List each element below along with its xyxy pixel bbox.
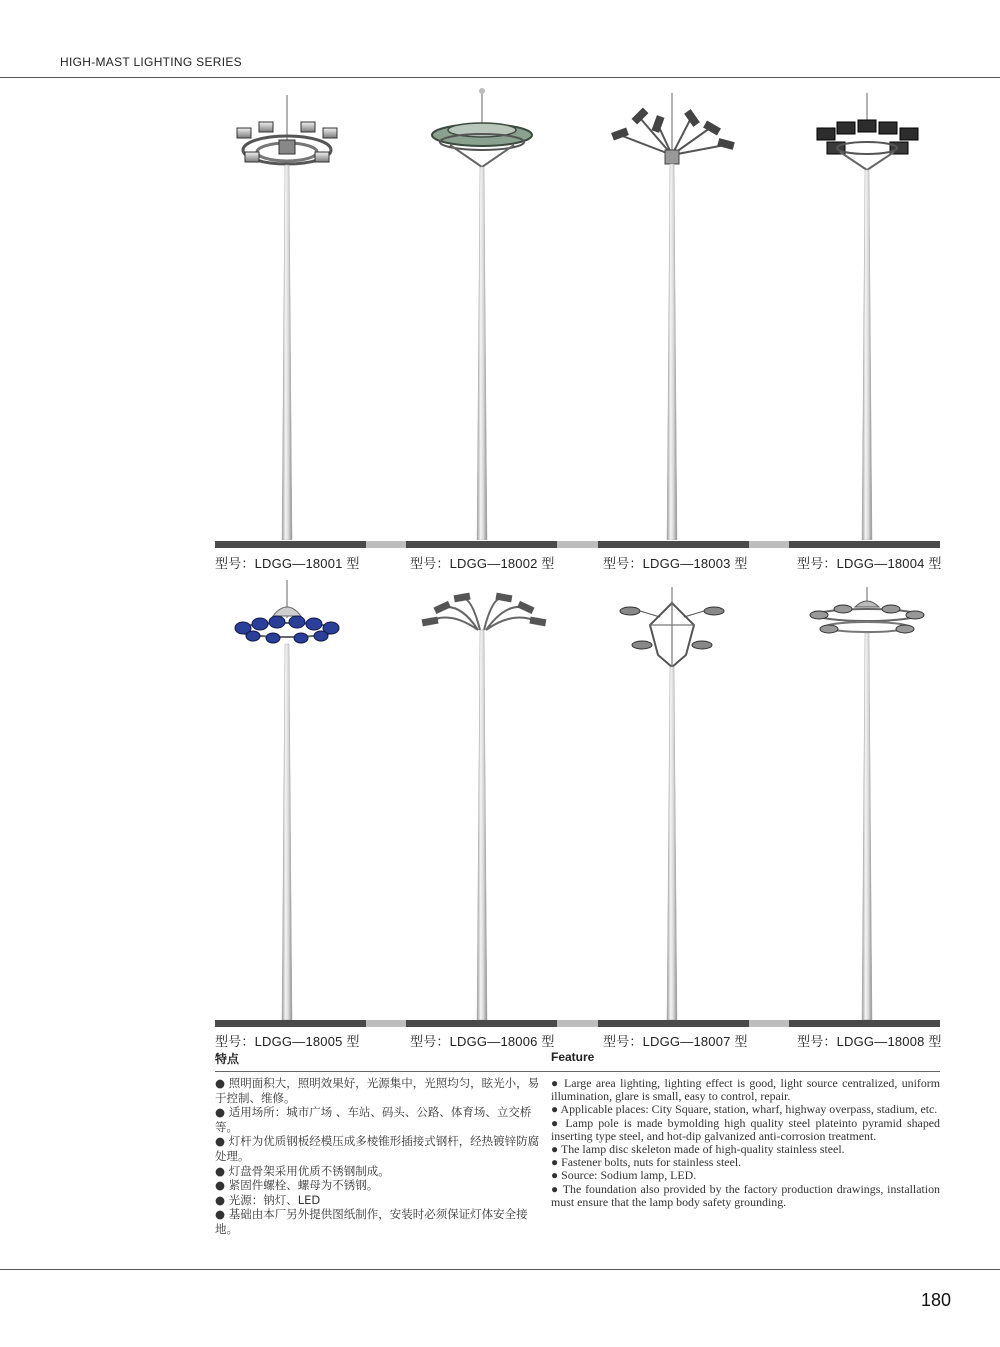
feature-item-en: ● Lamp pole is made bymolding high quality steel plateinto pyramid shaped inserting type steel, and hot-dip galvanized anti-corrosion treatment. bbox=[551, 1115, 940, 1143]
feature-list-cn bbox=[215, 1076, 540, 1237]
header-rule bbox=[0, 77, 1000, 78]
pole-image-18005 bbox=[215, 578, 360, 1020]
feature-heading-en: Feature bbox=[551, 1050, 595, 1064]
model-label-18001: 型号：LDGG—18001 型 bbox=[215, 556, 360, 571]
divider-bar-row-1 bbox=[215, 541, 940, 548]
feature-item-cn: ● 照明面积大，照明效果好，光源集中，光照均匀，眩光小，易于控制、维修。 bbox=[215, 1076, 540, 1105]
feature-rule bbox=[215, 1071, 940, 1072]
divider-bar-row-2 bbox=[215, 1020, 940, 1027]
pole-image-18008 bbox=[795, 585, 940, 1020]
cluster-crown-icon bbox=[817, 93, 918, 170]
pole-image-18007 bbox=[600, 585, 745, 1020]
feature-list-en bbox=[551, 1077, 940, 1209]
model-label-18002: 型号：LDGG—18002 型 bbox=[410, 556, 555, 571]
pole-image-18001 bbox=[215, 90, 360, 540]
cage-crown-icon bbox=[620, 587, 724, 667]
feature-item-cn: ● 紧固件螺栓、螺母为不锈钢。 bbox=[215, 1178, 379, 1193]
spray-crown-icon bbox=[422, 593, 547, 630]
blue-lamp-crown-icon bbox=[235, 580, 339, 643]
ring-crown-icon bbox=[237, 95, 337, 164]
feature-item-en: ● The lamp disc skeleton made of high-quality stainless steel. bbox=[551, 1142, 845, 1157]
pole-image-18003 bbox=[600, 90, 745, 540]
feature-item-cn: ● 基础由本厂另外提供图纸制作，安装时必须保证灯体安全接地。 bbox=[215, 1207, 528, 1236]
feature-item-en: ● Source: Sodium lamp, LED. bbox=[551, 1168, 697, 1183]
feature-item-cn: ● 适用场所：城市广场 、车站、码头、公路、体育场、立交桥等。 bbox=[215, 1105, 532, 1134]
model-label-18005: 型号：LDGG—18005 型 bbox=[215, 1034, 360, 1049]
feature-item-en: ● The foundation also provided by the factory production drawings, installation must ensure that the lamp body safety grounding. bbox=[551, 1181, 940, 1209]
pole-image-18004 bbox=[795, 90, 940, 540]
feature-heading-cn: 特点 bbox=[215, 1052, 240, 1066]
tiered-crown-icon bbox=[810, 587, 924, 633]
pole-image-18006 bbox=[410, 590, 555, 1020]
feature-item-en: ● Fastener bolts, nuts for stainless steel. bbox=[551, 1155, 742, 1170]
model-label-18008: 型号：LDGG—18008 型 bbox=[797, 1034, 942, 1049]
feature-item-cn: ● 灯盘骨架采用优质不锈钢制成。 bbox=[215, 1163, 390, 1178]
footer-rule bbox=[0, 1269, 1000, 1270]
model-label-18006: 型号：LDGG—18006 型 bbox=[410, 1034, 555, 1049]
feature-item-cn: ● 光源：钠灯、LED bbox=[215, 1192, 321, 1207]
model-label-18004: 型号：LDGG—18004 型 bbox=[797, 556, 942, 571]
feature-item-en: ● Large area lighting, lighting effect is good, light source centralized, uniform illumination, glare is small, easy to control, repair. bbox=[551, 1076, 940, 1104]
feature-item-cn: ● 灯杆为优质钢板经模压成多棱锥形插接式钢杆，经热镀锌防腐处理。 bbox=[215, 1134, 540, 1163]
disc-crown-icon bbox=[432, 88, 532, 167]
pole-image-18002 bbox=[410, 85, 555, 540]
page-number: 180 bbox=[921, 1290, 952, 1310]
model-label-18003: 型号：LDGG—18003 型 bbox=[603, 556, 748, 571]
header-title: HIGH-MAST LIGHTING SERIES bbox=[60, 55, 242, 69]
flower-crown-icon bbox=[611, 93, 735, 164]
model-label-18007: 型号：LDGG—18007 型 bbox=[603, 1034, 748, 1049]
feature-item-en: ● Applicable places: City Square, station, wharf, highway overpass, stadium, etc. bbox=[551, 1102, 938, 1117]
